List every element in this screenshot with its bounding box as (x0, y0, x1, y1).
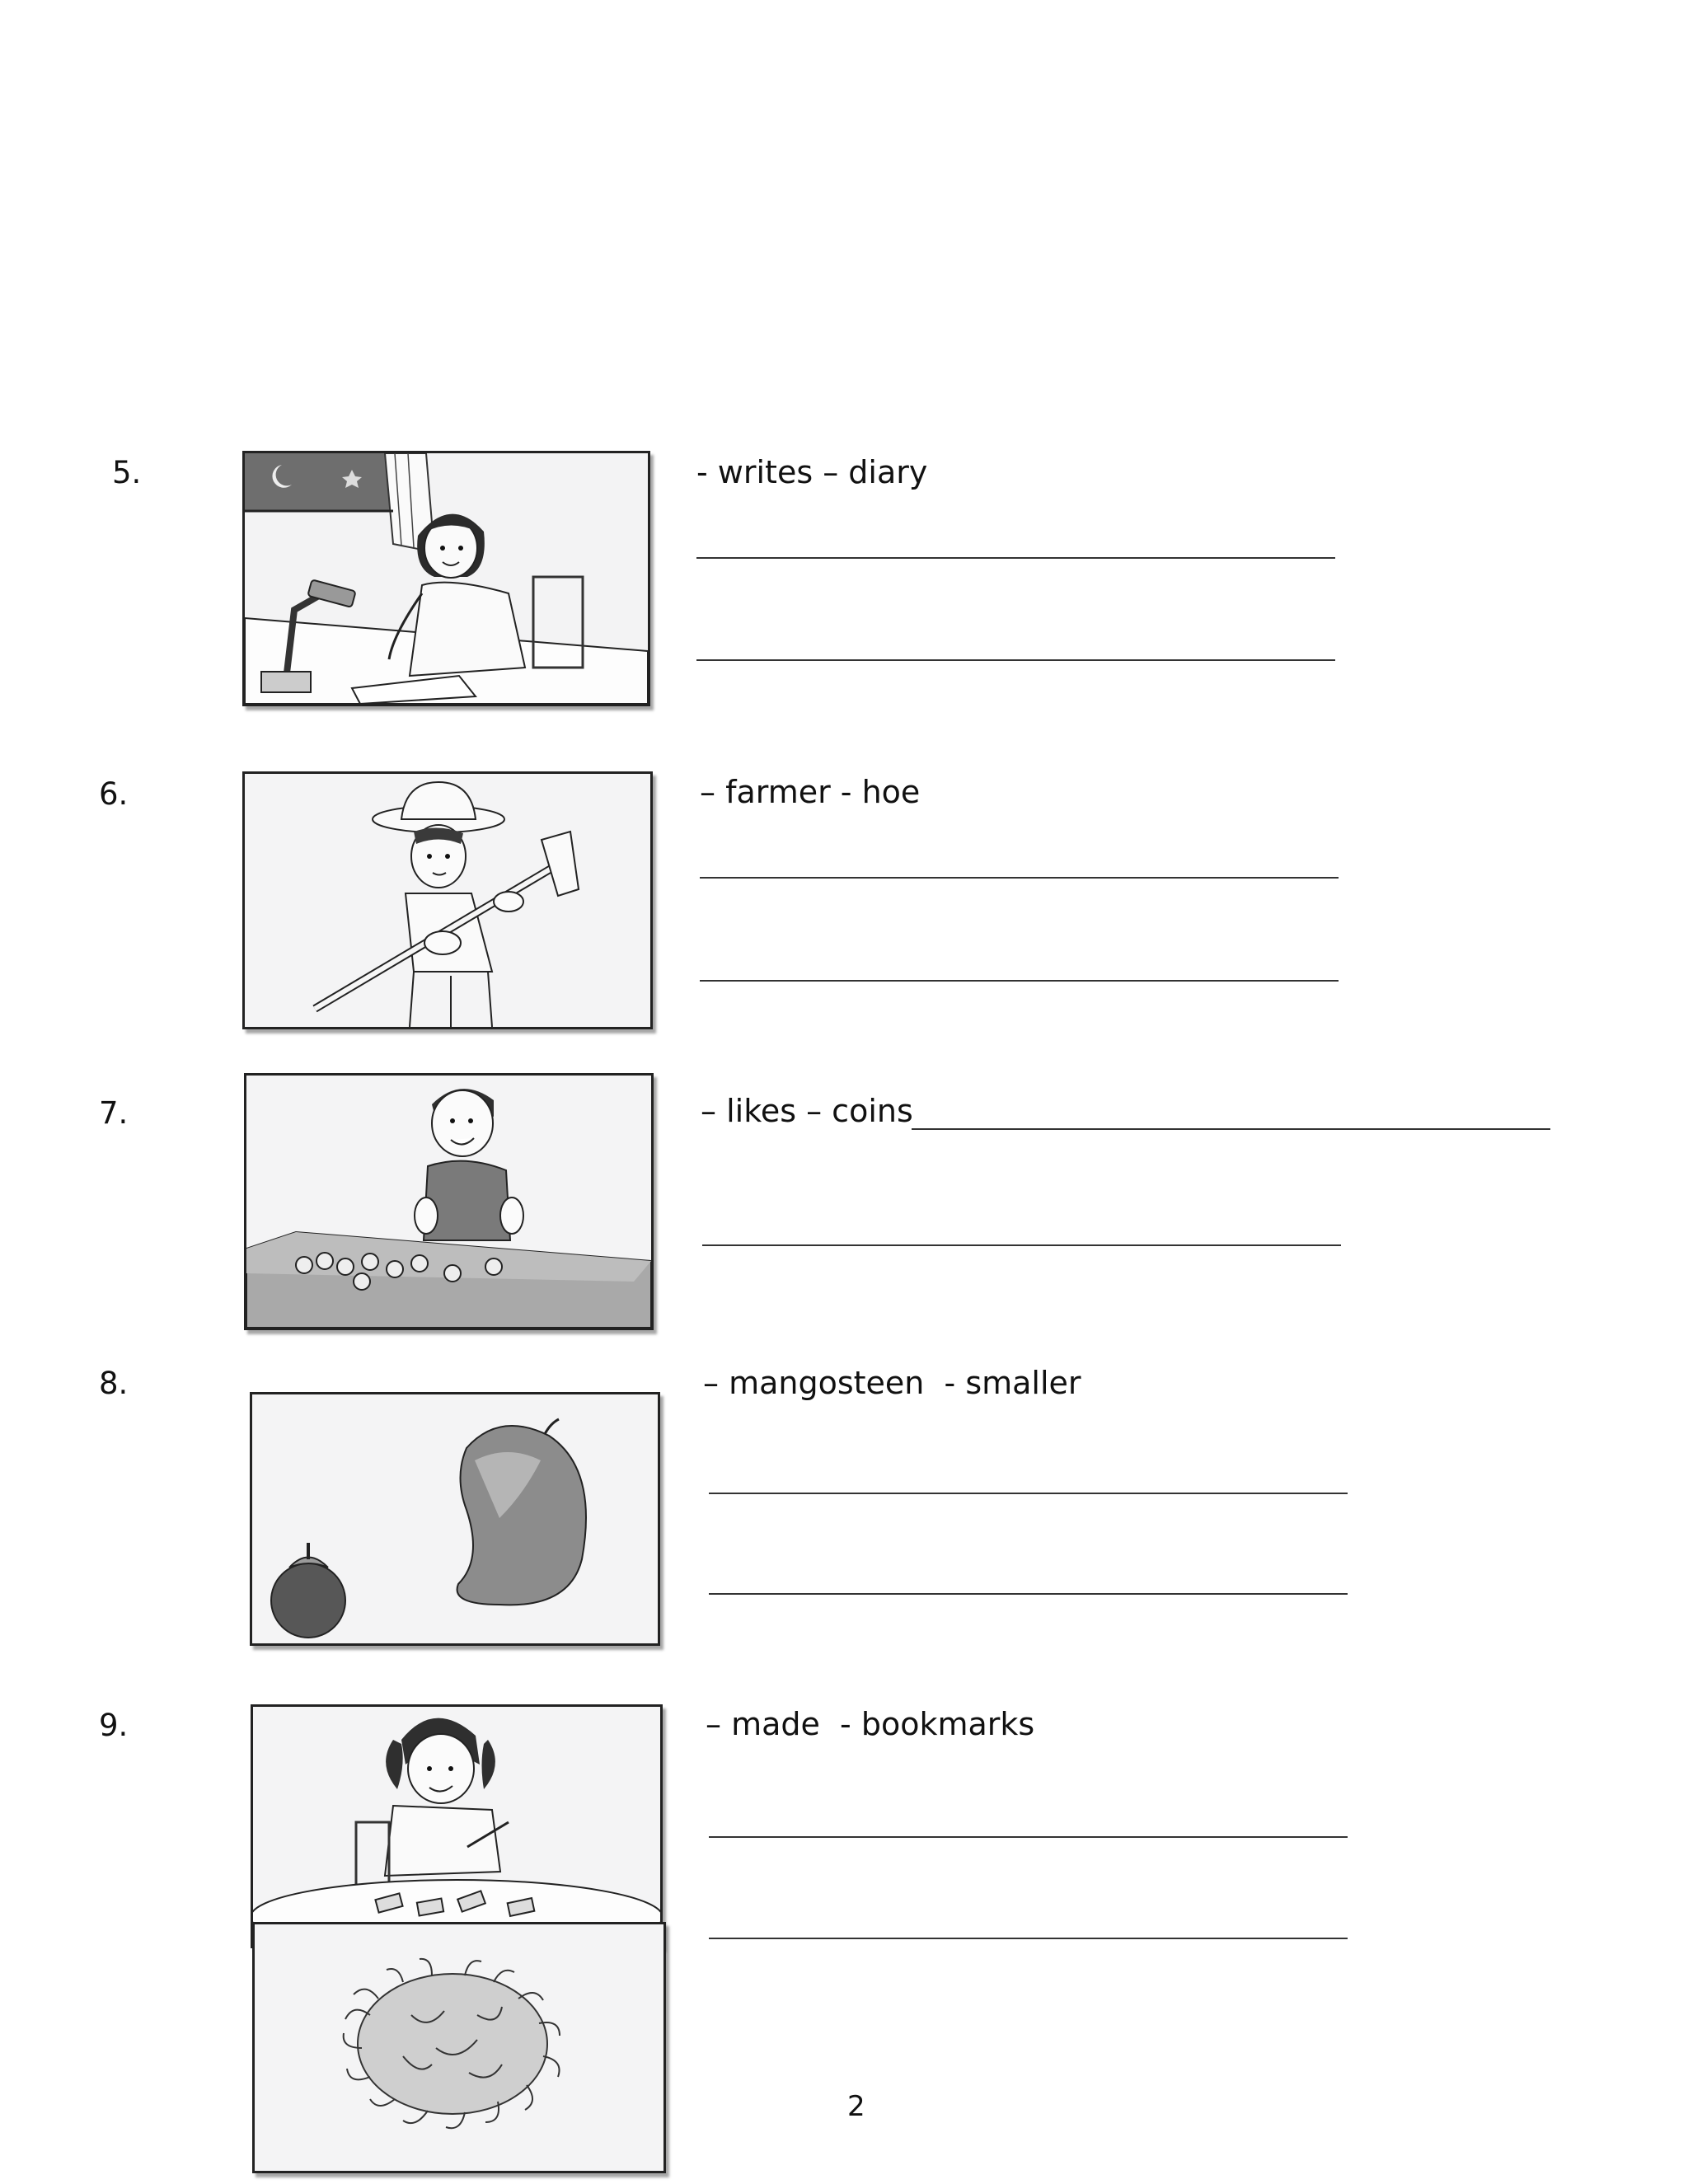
item-6-prompt: – farmer - hoe (700, 774, 921, 810)
item-7-number: 7. (99, 1095, 129, 1131)
item-8-answer-line-1[interactable] (709, 1493, 1348, 1494)
item-6-answer-line-1[interactable] (700, 877, 1339, 879)
item-7-picture (244, 1073, 654, 1330)
item-7-prompt: – likes – coins (701, 1093, 913, 1129)
item-9-picture (251, 1704, 663, 1948)
item-5-prompt: - writes – diary (696, 454, 928, 490)
item-5-answer-line-1[interactable] (696, 557, 1335, 559)
item-6-picture (242, 771, 653, 1029)
item-8-number: 8. (99, 1366, 129, 1401)
item-6-number: 6. (99, 776, 129, 812)
item-9-answer-line-2[interactable] (709, 1938, 1348, 1939)
item-5-answer-line-2[interactable] (696, 659, 1335, 661)
item-9-answer-line-1[interactable] (709, 1836, 1348, 1838)
page-number: 2 (847, 2090, 865, 2123)
item-6-answer-line-2[interactable] (700, 980, 1339, 982)
item-7-answer-line-2[interactable] (702, 1244, 1341, 1246)
item-8-prompt: – mangosteen - smaller (703, 1365, 1081, 1401)
rambutan-picture (252, 1922, 666, 2173)
item-5-number: 5. (112, 455, 142, 490)
item-5-picture (242, 451, 650, 706)
item-9-number: 9. (99, 1708, 129, 1743)
item-9-prompt: – made - bookmarks (706, 1706, 1035, 1742)
item-8-picture (250, 1392, 660, 1646)
item-8-answer-line-2[interactable] (709, 1593, 1348, 1595)
item-7-answer-line-1[interactable] (912, 1128, 1550, 1130)
